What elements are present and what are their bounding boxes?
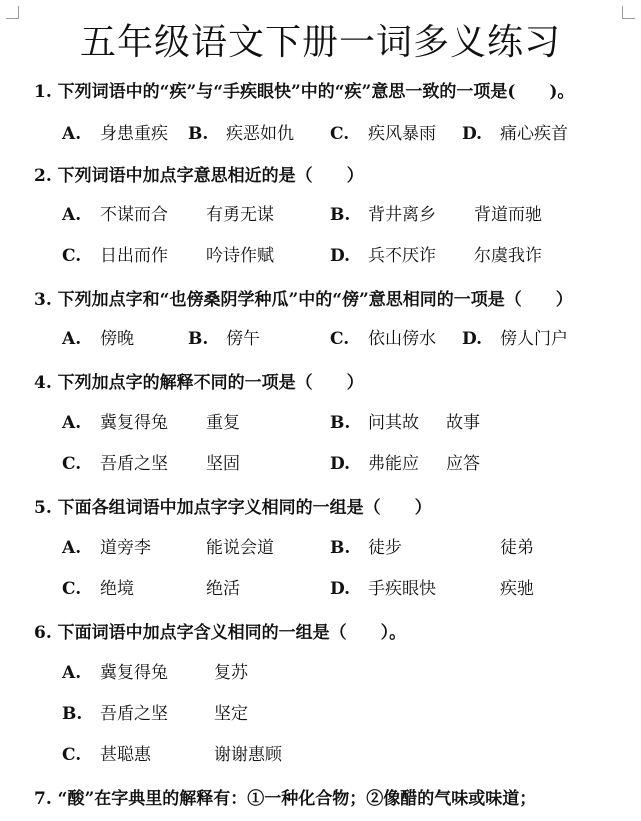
option-label: B.	[62, 704, 83, 724]
option-text: 徒步	[368, 538, 402, 558]
option-text: 应答	[446, 454, 480, 474]
option-text: 傍人门户	[500, 329, 568, 349]
option-text: 背井离乡	[368, 205, 436, 225]
option-text: 冀复得兔	[100, 663, 168, 683]
question-stem: 5. 下面各组词语中加点字字义相同的一组是（ ）	[34, 498, 432, 518]
page-title: 五年级语文下册一词多义练习	[79, 22, 561, 63]
option-text: 日出而作	[100, 246, 168, 266]
option-label: A.	[62, 205, 82, 225]
option-label: C.	[62, 246, 82, 266]
question-stem: 2. 下列词语中加点字意思相近的是（ ）	[34, 166, 364, 186]
question-stem: 6. 下面词语中加点字含义相同的一组是（ ）。	[34, 623, 407, 643]
option-text: 绝活	[206, 579, 240, 599]
option-text: 吾盾之坚	[100, 704, 168, 724]
option-label: C.	[62, 745, 82, 765]
option-text: 身患重疾	[100, 124, 168, 144]
option-label: C.	[330, 329, 350, 349]
option-label: A.	[62, 538, 82, 558]
option-text: 绝境	[100, 579, 134, 599]
option-text: 手疾眼快	[368, 579, 436, 599]
question-stem: 3. 下列加点字和“也傍桑阴学种瓜”中的“傍”意思相同的一项是（ ）	[34, 290, 573, 310]
option-text: 坚定	[214, 704, 248, 724]
option-label: D.	[330, 579, 351, 599]
option-text: 问其故	[368, 413, 419, 433]
option-text: 吟诗作赋	[206, 246, 274, 266]
option-text: 痛心疾首	[500, 124, 568, 144]
option-text: 甚聪惠	[100, 745, 151, 765]
question-stem: 4. 下列加点字的解释不同的一项是（ ）	[34, 373, 364, 393]
option-text: 徒弟	[500, 538, 534, 558]
option-label: B.	[330, 413, 351, 433]
option-text: 傍午	[226, 329, 260, 349]
option-text: 复苏	[214, 663, 248, 683]
option-label: A.	[62, 413, 82, 433]
option-label: C.	[62, 454, 82, 474]
question-stem: 1. 下列词语中的“疾”与“手疾眼快”中的“疾”意思一致的一项是( )。	[34, 82, 575, 102]
option-label: D.	[330, 454, 351, 474]
question-stem: 7. “酸”在字典里的解释有：①一种化合物；②像醋的气味或味道；	[34, 789, 537, 809]
option-text: 兵不厌诈	[368, 246, 436, 266]
option-text: 不谋而合	[100, 205, 168, 225]
option-text: 傍晚	[100, 329, 134, 349]
option-text: 依山傍水	[368, 329, 436, 349]
option-text: 吾盾之坚	[100, 454, 168, 474]
option-label: B.	[330, 205, 351, 225]
option-label: A.	[62, 663, 82, 683]
option-label: B.	[188, 124, 209, 144]
option-text: 谢谢惠顾	[214, 745, 282, 765]
option-text: 重复	[206, 413, 240, 433]
option-text: 冀复得兔	[100, 413, 168, 433]
option-text: 道旁李	[100, 538, 151, 558]
option-label: C.	[330, 124, 350, 144]
option-label: A.	[62, 124, 82, 144]
option-label: D.	[330, 246, 351, 266]
option-text: 能说会道	[206, 538, 274, 558]
option-label: C.	[62, 579, 82, 599]
option-text: 疾恶如仇	[226, 124, 294, 144]
option-label: D.	[462, 329, 483, 349]
option-text: 故事	[446, 413, 480, 433]
option-text: 弗能应	[368, 454, 419, 474]
option-text: 尔虞我诈	[474, 246, 542, 266]
option-label: B.	[188, 329, 209, 349]
option-text: 坚固	[206, 454, 240, 474]
option-text: 疾驰	[500, 579, 534, 599]
option-text: 背道而驰	[474, 205, 542, 225]
option-label: A.	[62, 329, 82, 349]
option-label: B.	[330, 538, 351, 558]
option-label: D.	[462, 124, 483, 144]
option-text: 有勇无谋	[206, 205, 274, 225]
option-text: 疾风暴雨	[368, 124, 436, 144]
